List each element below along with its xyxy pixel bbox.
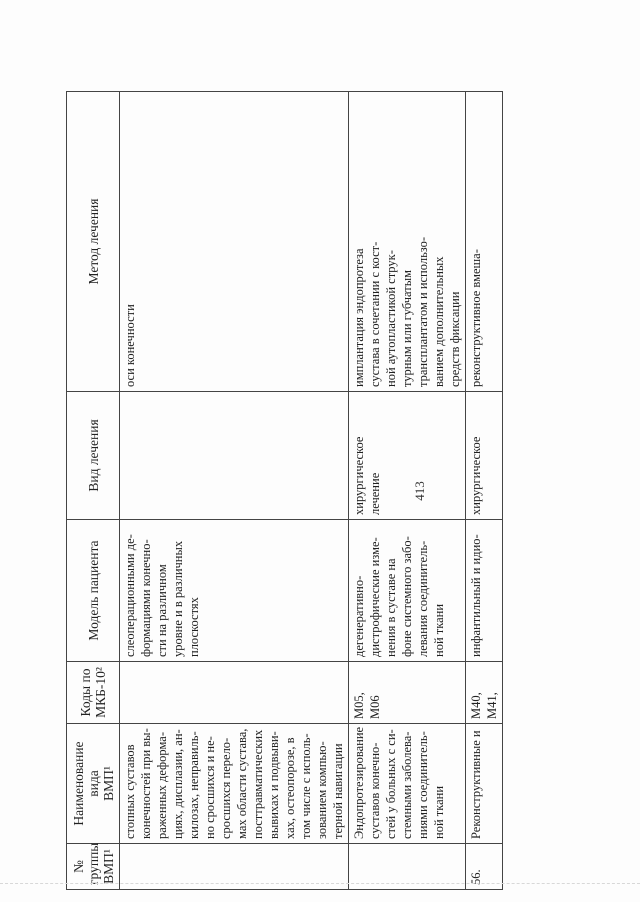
cell-method: имплантация эндопротеза сустава в сочетании с кост- ной аутопластикой струк- турным или губчатым трансплантатом и использо- ванием дополнительных средств фиксации [349,92,466,392]
scan-edge-line [0,883,640,884]
cell-name: стопных суставов конечностей при вы- раженных деформа- циях, дисплазии, ан- килозах, неправиль- но сросшихся и не- сросшихся перело- мах области сустава, посттравматических вывихах и подвыви- хах, остеопорозе, в том числе с исполь- зованием компью- терной навигации [120,724,349,844]
table-row [466,92,503,890]
cell-type [120,392,349,520]
cell-codes: M40, M41, [466,662,503,724]
header-codes: Коды по МКБ-10² [67,662,120,724]
header-group-no: № группы ВМП¹ [67,844,120,890]
cell-codes: M05, M06 [349,662,466,724]
treatment-table [66,91,503,890]
header-method: Метод лечения [67,92,120,392]
cell-codes [120,662,349,724]
cell-model: слеоперационными де- формациями конечно- сти на различном уровне и в различных плоскостях [120,520,349,662]
page-number: 413 [412,481,427,501]
cell-name: Реконструктивные и [466,724,503,844]
cell-model: дегенеративно- дистрофические изме- нения в суставе на фоне системного забо- левания соединитель- ной ткани [349,520,466,662]
cell-group-no: 56. [466,844,503,890]
table-row [349,92,466,890]
cell-name: Эндопротезирование суставов конечно- стей у больных с си- стемными заболева- ниями соединитель- ной ткани [349,724,466,844]
header-model: Модель пациента [67,520,120,662]
rotated-content [66,92,620,890]
header-name: Наименование вида ВМП¹ [67,724,120,844]
header-type: Вид лечения [67,392,120,520]
cell-type: хирургическое [466,392,503,520]
cell-method: реконструктивное вмеша- [466,92,503,392]
cell-model: инфантильный и идио- [466,520,503,662]
cell-type: хирургическое лечение [349,392,466,520]
cell-method: оси конечности [120,92,349,392]
table-row [120,92,349,890]
table-header-row [67,92,120,890]
